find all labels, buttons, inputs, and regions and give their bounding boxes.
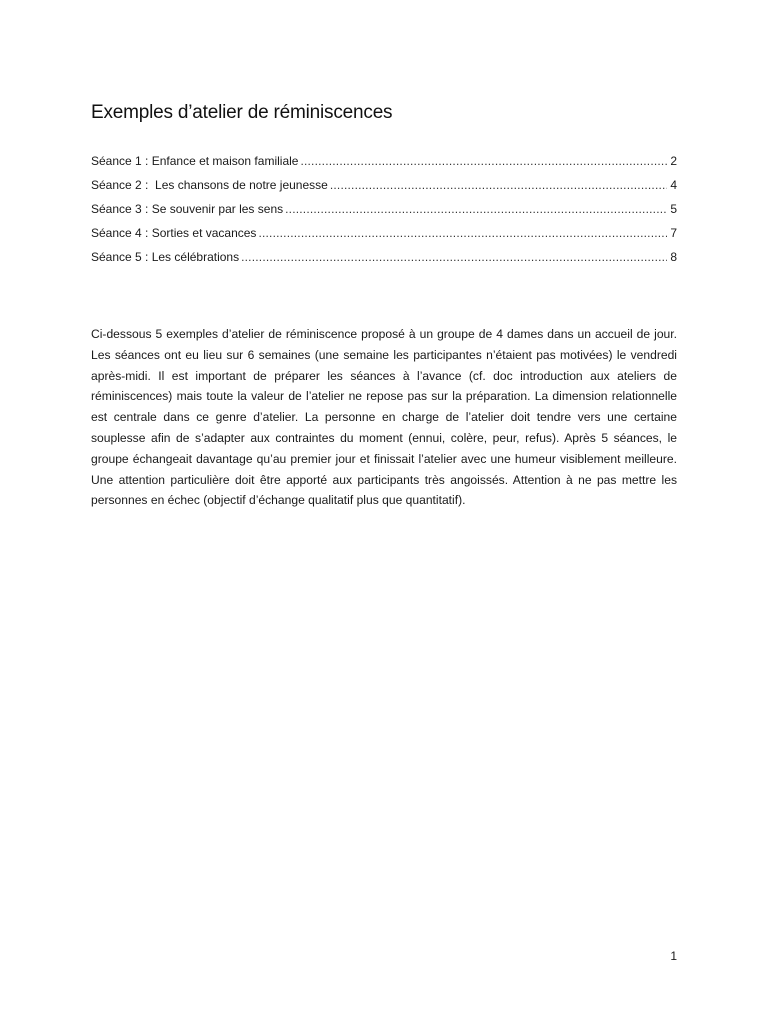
toc-dot-leader: [258, 223, 667, 243]
page-number: 1: [670, 949, 677, 963]
toc-entry-page: 7: [670, 226, 677, 240]
toc-entry-page: 2: [670, 154, 677, 168]
toc-entry-label: Séance 5 : Les célébrations: [91, 250, 240, 264]
toc-dot-leader: [285, 199, 667, 219]
toc-entry-label: Séance 4 : Sorties et vacances: [91, 226, 257, 240]
toc-entry-seance-5[interactable]: [91, 247, 677, 271]
intro-paragraph: Ci-dessous 5 exemples d’atelier de réminiscence proposé à un groupe de 4 dames dans un accueil de jour. Les séances ont eu lieu sur 6 semaines (une semaine les participantes n’étaient pas motivées) le vendredi après-midi. Il est important de préparer les séances à l’avance (cf. doc introduction aux ateliers de réminiscences) mais toute la valeur de l’atelier ne repose pas sur la préparation. La dimension relationnelle est centrale dans ce genre d’atelier. La personne en charge de l’atelier doit tendre vers une certaine souplesse afin de s’adapter aux contraintes du moment (ennui, colère, peur, refus). Après 5 séances, le groupe échangeait davantage qu’au premier jour et finissait l’atelier avec une humeur visiblement meilleure. Une attention particulière doit être apporté aux participants très angoissés. Attention à ne pas mettre les personnes en échec (objectif d’échange qualitatif plus que quantitatif).: [91, 327, 677, 508]
toc-entry-label: Séance 2 : Les chansons de notre jeunesse: [91, 178, 328, 192]
toc-entry-page: 4: [670, 178, 677, 192]
document-title: Exemples d’atelier de réminiscences: [91, 102, 393, 123]
toc-entry-page: 8: [670, 250, 677, 264]
toc-dot-leader: [330, 175, 667, 195]
table-of-contents: [91, 151, 677, 271]
toc-entry-label: Séance 3 : Se souvenir par les sens: [91, 202, 284, 216]
toc-dot-leader: [241, 247, 667, 267]
toc-entry-seance-4[interactable]: [91, 223, 677, 247]
toc-entry-seance-1[interactable]: [91, 151, 677, 175]
toc-entry-label: Séance 1 : Enfance et maison familiale: [91, 154, 299, 168]
toc-entry-page: 5: [670, 202, 677, 216]
toc-entry-seance-3[interactable]: [91, 199, 677, 223]
toc-entry-seance-2[interactable]: [91, 175, 677, 199]
toc-dot-leader: [300, 151, 667, 171]
